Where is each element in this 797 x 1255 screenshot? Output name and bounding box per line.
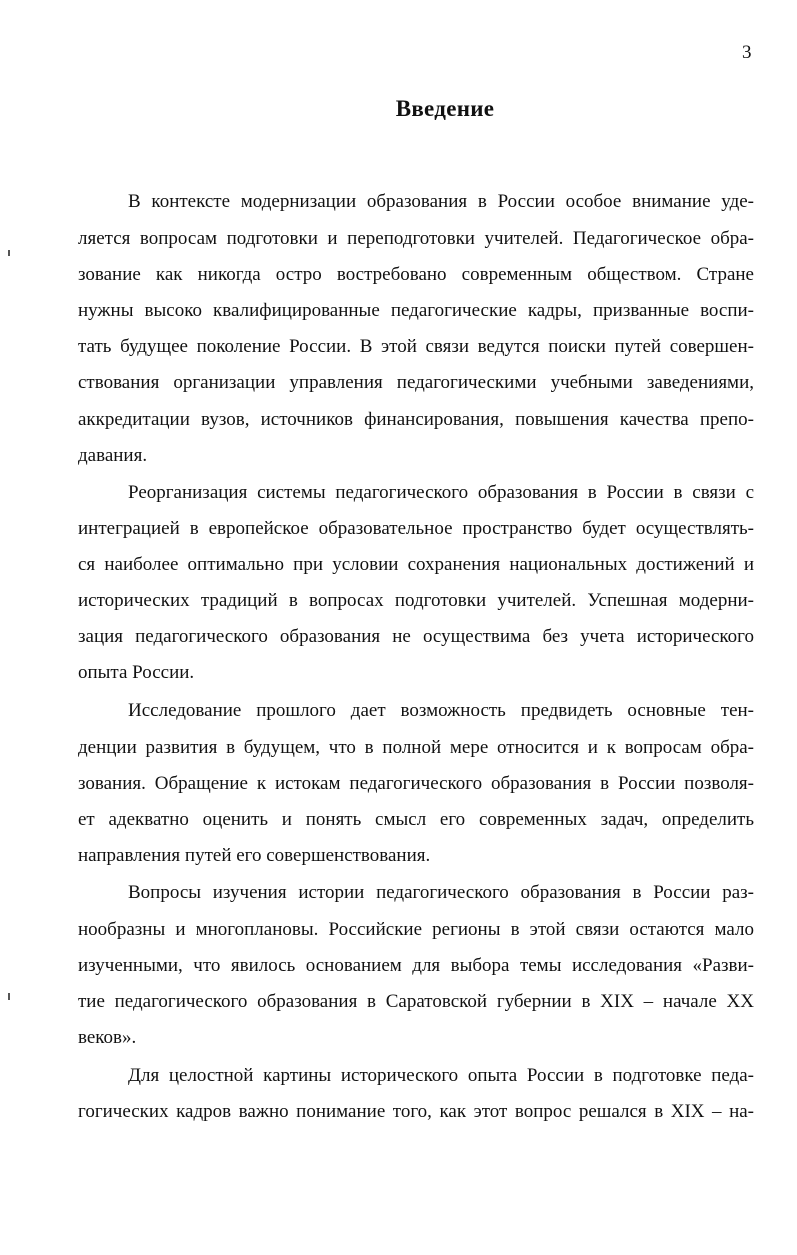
text-line: давания. [78,445,148,466]
text-line: Реорганизация системы педагогического образования в России в связи с [128,482,754,503]
text-line: направления путей его совершенствования. [78,845,431,866]
page-title: Введение [395,96,495,121]
text-line: аккредитации вузов, источников финансирования, повышения качества препо- [78,409,754,430]
text-line: зования. Обращение к истокам педагогического образования в России позволя- [78,773,754,794]
scan-speck [8,993,10,1000]
text-line: тие педагогического образования в Саратовской губернии в XIX – начале XX [78,991,754,1012]
text-line: исторических традиций в вопросах подготовки учителей. Успешная модерни- [78,590,754,611]
text-line: нужны высоко квалифицированные педагогические кадры, призванные воспи- [78,300,754,321]
text-line: ся наиболее оптимально при условии сохранения национальных достижений и [78,554,754,575]
page-number: 3 [742,42,752,63]
text-line: изученными, что явилось основанием для выбора темы исследования «Разви- [78,955,754,976]
text-line: ляется вопросам подготовки и переподготовки учителей. Педагогическое обра- [78,228,754,249]
text-line: зование как никогда остро востребовано современным обществом. Стране [78,264,754,285]
text-line: Для целостной картины исторического опыта России в подготовке педа- [128,1065,754,1086]
text-line: нообразны и многоплановы. Российские регионы в этой связи остаются мало [78,919,754,940]
text-line: ет адекватно оценить и понять смысл его современных задач, определить [78,809,754,830]
text-line: ствования организации управления педагогическими учебными заведениями, [78,372,754,393]
text-line: зация педагогического образования не осуществима без учета исторического [78,626,754,647]
text-line: Исследование прошлого дает возможность предвидеть основные тен- [128,700,754,721]
text-line: В контексте модернизации образования в России особое внимание уде- [128,191,754,212]
text-line: Вопросы изучения истории педагогического образования в России раз- [128,882,754,903]
text-line: гогических кадров важно понимание того, как этот вопрос решался в XIX – на- [78,1101,754,1122]
text-line: тать будущее поколение России. В этой связи ведутся поиски путей совершен- [78,336,754,357]
text-line: опыта России. [78,662,195,683]
scan-speck [8,250,10,256]
text-line: денции развития в будущем, что в полной мере относится и к вопросам обра- [78,737,754,758]
text-line: веков». [78,1027,137,1048]
text-line: интеграцией в европейское образовательное пространство будет осуществлять- [78,518,754,539]
